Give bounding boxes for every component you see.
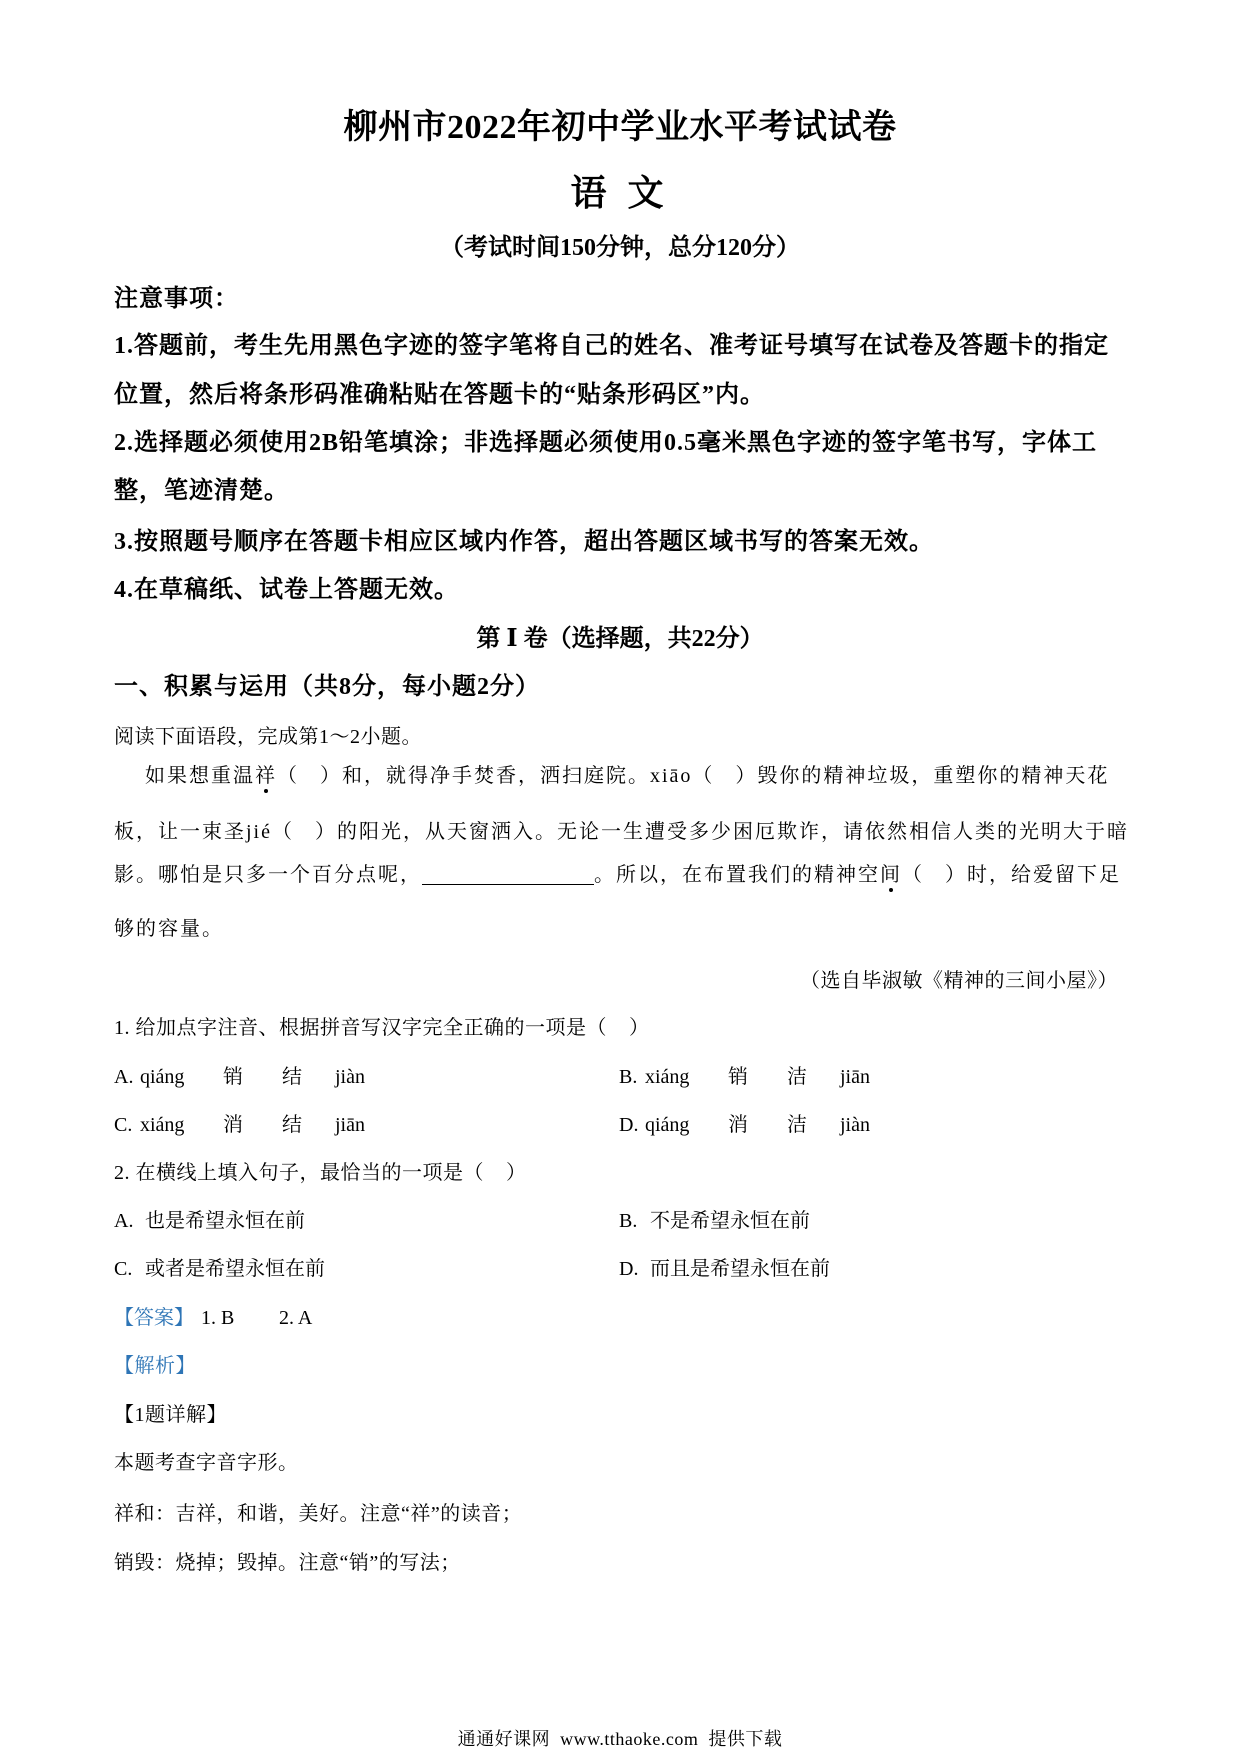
q1-option-c	[114, 1111, 594, 1139]
answer-label: 【答案】	[114, 1307, 194, 1329]
option-pinyin: jiàn	[335, 1066, 365, 1088]
answer-item: 2. A	[279, 1307, 313, 1329]
question-2-stem: 2. 在横线上填入句子，最恰当的一项是（ ）	[114, 1162, 527, 1184]
passage-line: 够的容量。	[114, 918, 224, 940]
reading-instruction: 阅读下面语段，完成第1～2小题。	[114, 726, 422, 748]
option-letter: A.	[114, 1066, 134, 1088]
option-character: 洁	[787, 1066, 807, 1088]
option-letter: C.	[114, 1258, 133, 1280]
question-1-stem: 1. 给加点字注音、根据拼音写汉字完全正确的一项是（ ）	[114, 1017, 650, 1039]
notice-line: 位置，然后将条形码准确粘贴在答题卡的“贴条形码区”内。	[114, 382, 765, 408]
option-character: 消	[223, 1114, 243, 1136]
option-pinyin: jiān	[840, 1066, 870, 1088]
q2-option-d	[619, 1255, 1099, 1283]
section-heading: 一、积累与运用（共8分，每小题2分）	[114, 674, 540, 700]
option-pinyin: qiáng	[140, 1066, 185, 1088]
analysis-line: 本题考查字音字形。	[114, 1452, 299, 1474]
option-character: 销	[223, 1066, 243, 1088]
answer-item: 1. B	[201, 1307, 235, 1329]
passage-line	[145, 761, 1109, 791]
q1-option-d	[619, 1111, 1099, 1139]
notice-heading: 注意事项：	[114, 286, 239, 312]
passage-line: 板，让一束圣jié（ ）的阳光，从天窗洒入。无论一生遭受多少困厄欺诈，请依然相信人类的光明大于暗	[114, 821, 1129, 843]
dotted-character: 祥	[255, 765, 277, 787]
option-pinyin: qiáng	[645, 1114, 690, 1136]
notice-line: 4.在草稿纸、试卷上答题无效。	[114, 577, 459, 603]
passage-text: 。所以，在布置我们的精神空	[594, 864, 880, 886]
option-character: 消	[728, 1114, 748, 1136]
option-letter: D.	[619, 1114, 639, 1136]
passage-line	[114, 860, 1121, 890]
option-pinyin: xiáng	[645, 1066, 690, 1088]
passage-source: （选自毕淑敏《精神的三间小屋》）	[800, 970, 1118, 992]
passage-text: 如果想重温	[145, 765, 255, 787]
option-text: 或者是希望永恒在前	[145, 1258, 325, 1280]
option-pinyin: jiān	[335, 1114, 365, 1136]
q2-option-b	[619, 1207, 1099, 1235]
option-letter: B.	[619, 1066, 638, 1088]
part-title: 第 Ⅰ 卷（选择题，共22分）	[476, 626, 764, 652]
exam-duration: （考试时间150分钟，总分120分）	[440, 235, 800, 261]
passage-text: （ ）和，就得净手焚香，洒扫庭院。xiāo（ ）毁你的精神垃圾，重塑你的精神天花	[277, 765, 1110, 787]
option-letter: A.	[114, 1210, 134, 1232]
option-text: 也是希望永恒在前	[145, 1210, 305, 1232]
q1-option-a	[114, 1063, 594, 1091]
notice-line: 2.选择题必须使用2B铅笔填涂；非选择题必须使用0.5毫米黑色字迹的签字笔书写，字体工	[114, 430, 1098, 456]
analysis-line: 祥和：吉祥，和谐，美好。注意“祥”的读音；	[114, 1503, 523, 1525]
fill-in-blank	[422, 864, 594, 885]
q2-option-c	[114, 1255, 594, 1283]
exam-title: 柳州市2022年初中学业水平考试试卷	[343, 109, 897, 146]
option-character: 结	[282, 1114, 302, 1136]
option-text: 不是希望永恒在前	[650, 1210, 810, 1232]
option-letter: B.	[619, 1210, 638, 1232]
notice-line: 1.答题前，考生先用黑色字迹的签字笔将自己的姓名、准考证号填写在试卷及答题卡的指定	[114, 333, 1109, 359]
option-pinyin: xiáng	[140, 1114, 185, 1136]
notice-line: 3.按照题号顺序在答题卡相应区域内作答，超出答题区域书写的答案无效。	[114, 529, 934, 555]
q2-option-a	[114, 1207, 594, 1235]
passage-text: 影。哪怕是只多一个百分点呢，	[114, 864, 422, 886]
option-character: 洁	[787, 1114, 807, 1136]
option-letter: C.	[114, 1114, 133, 1136]
option-character: 结	[282, 1066, 302, 1088]
option-character: 销	[728, 1066, 748, 1088]
subject-title: 语 文	[570, 173, 670, 213]
analysis-line: 销毁：烧掉；毁掉。注意“销”的写法；	[114, 1552, 461, 1574]
q1-option-b	[619, 1063, 1099, 1091]
analysis-subheading: 【1题详解】	[114, 1404, 227, 1426]
analysis-label: 【解析】	[114, 1355, 196, 1377]
notice-line: 整，笔迹清楚。	[114, 478, 289, 504]
answer-line	[114, 1304, 594, 1332]
option-text: 而且是希望永恒在前	[650, 1258, 830, 1280]
option-letter: D.	[619, 1258, 639, 1280]
dotted-character: 间	[880, 864, 902, 886]
page-footer: 通通好课网 www.tthaoke.com 提供下载	[457, 1729, 783, 1749]
passage-text: （ ）时，给爱留下足	[902, 864, 1121, 886]
option-pinyin: jiàn	[840, 1114, 870, 1136]
